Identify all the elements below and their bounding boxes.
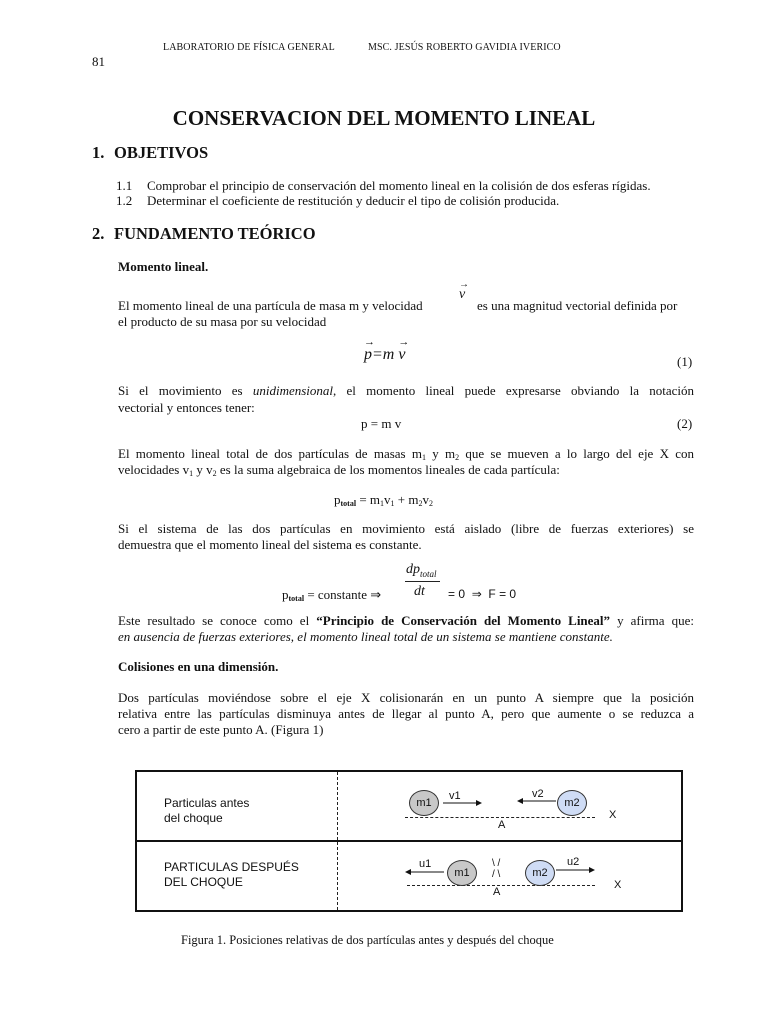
- para3-line2: velocidades $v_1$ y $v_2$ es la suma algebraica de los momentos lineales de cada partícula:: [118, 462, 560, 478]
- subheading-colisiones: Colisiones en una dimensión.: [118, 659, 279, 674]
- para4-line2: demuestra que el momento lineal del sistema es constante.: [118, 537, 422, 552]
- equation-1: → p=m → v: [364, 336, 410, 363]
- equation-2: p = m v: [361, 416, 402, 431]
- figure-1-caption: Figura 1. Posiciones relativas de dos partículas antes y después del choque: [181, 933, 554, 947]
- equation-1-number: (1): [677, 354, 693, 369]
- para1-line1-b: es una magnitud vectorial definida por: [477, 298, 678, 313]
- objective-item-1-text: Comprobar el principio de conservación del momento lineal en la colisión de dos esferas rígidas.: [147, 178, 651, 193]
- section1-number: 1.: [92, 143, 105, 162]
- collision-mark-bottom: / \: [492, 869, 501, 880]
- axis-line-before: [405, 817, 595, 818]
- velocity-u1-arrow: [405, 868, 445, 876]
- equation-4-lhs: $p_{total}$ = constante ⇒: [282, 587, 382, 603]
- vector-v-inline: → v: [459, 279, 469, 302]
- after-label-line2: DEL CHOQUE: [164, 875, 243, 889]
- axis-x-before: X: [609, 809, 617, 821]
- velocity-v2-arrow: [517, 797, 557, 805]
- velocity-u2-label: u2: [567, 856, 580, 868]
- particle-m2-before: m2: [557, 790, 587, 816]
- velocity-v1-label: v1: [449, 790, 461, 802]
- equation-4-fraction-bar: [405, 581, 440, 582]
- figure-row-divider: [137, 840, 681, 842]
- section2-number: 2.: [92, 224, 105, 243]
- para1-line1-a: El momento lineal de una partícula de masa m y velocidad: [118, 298, 423, 313]
- point-a-after: A: [493, 886, 501, 898]
- velocity-v2-label: v2: [532, 788, 544, 800]
- para1-line2: el producto de su masa por su velocidad: [118, 314, 327, 329]
- section2-heading: FUNDAMENTO TEÓRICO: [114, 224, 316, 243]
- equation-4-denominator: dt: [414, 584, 425, 599]
- para2-line2: vectorial y entonces tener:: [118, 400, 255, 415]
- before-label-line1: Particulas antes: [164, 796, 250, 810]
- collision-mark-top: \ /: [492, 858, 501, 869]
- section1-heading: OBJETIVOS: [114, 143, 209, 162]
- para6-line3: cero a partir de este punto A. (Figura 1): [118, 722, 324, 737]
- equation-4-rhs: = 0 ⇒ F = 0: [448, 587, 517, 601]
- particle-m2-after: m2: [525, 860, 555, 886]
- figure-1-frame: [135, 770, 683, 912]
- point-a-before: A: [498, 819, 506, 831]
- equation-4-numerator: $dp_{total}$: [406, 562, 437, 579]
- equation-3: $p_{total} = m_1v_1 + m_2v_2$: [334, 492, 433, 508]
- para5-line2: en ausencia de fuerzas exteriores, el momento lineal total de un sistema se mantiene constante.: [118, 629, 613, 644]
- para4-line1: Si el sistema de las dos partículas en movimiento está aislado (libre de fuerzas exteriores) se: [118, 521, 694, 536]
- velocity-u2-arrow: [555, 866, 595, 874]
- para2-line1: Si el movimiento es unidimensional, el momento lineal puede expresarse obviando la notación: [118, 383, 694, 398]
- axis-x-after: X: [614, 879, 622, 891]
- figure-column-divider: [337, 772, 338, 910]
- particle-m1-after: m1: [447, 860, 477, 886]
- axis-line-after: [407, 885, 595, 886]
- objective-item-2-text: Determinar el coeficiente de restitución y deducir el tipo de colisión producida.: [147, 193, 560, 208]
- velocity-v1-arrow: [442, 799, 482, 807]
- page-title: CONSERVACION DEL MOMENTO LINEAL: [172, 106, 596, 130]
- objective-item-2-num: 1.2: [116, 193, 133, 208]
- equation-2-number: (2): [677, 416, 693, 431]
- subheading-momento-lineal: Momento lineal.: [118, 259, 209, 274]
- after-label-line1: PARTICULAS DESPUÉS: [164, 860, 299, 874]
- header-lab: LABORATORIO DE FÍSICA GENERAL: [163, 42, 335, 53]
- page-number: 81: [92, 54, 105, 69]
- para6-line1: Dos partículas moviéndose sobre el eje X colisionarán en un punto A siempre que la posición: [118, 690, 694, 705]
- before-label-line2: del choque: [164, 811, 223, 825]
- velocity-u1-label: u1: [419, 858, 432, 870]
- para5-line1: Este resultado se conoce como el “Principio de Conservación del Momento Lineal” y afirma que:: [118, 613, 695, 628]
- particle-m1-before: m1: [409, 790, 439, 816]
- header-author: MSC. JESÚS ROBERTO GAVIDIA IVERICO: [368, 42, 561, 53]
- para6-line2: relativa entre las partículas disminuya antes de llegar al punto A, pero que aumente o se reduzca a: [118, 706, 694, 721]
- para3-line1: El momento lineal total de dos partículas de masas $m_1$ y $m_2$ que se mueven a lo largo del eje X con: [118, 446, 695, 462]
- objective-item-1-num: 1.1: [116, 178, 133, 193]
